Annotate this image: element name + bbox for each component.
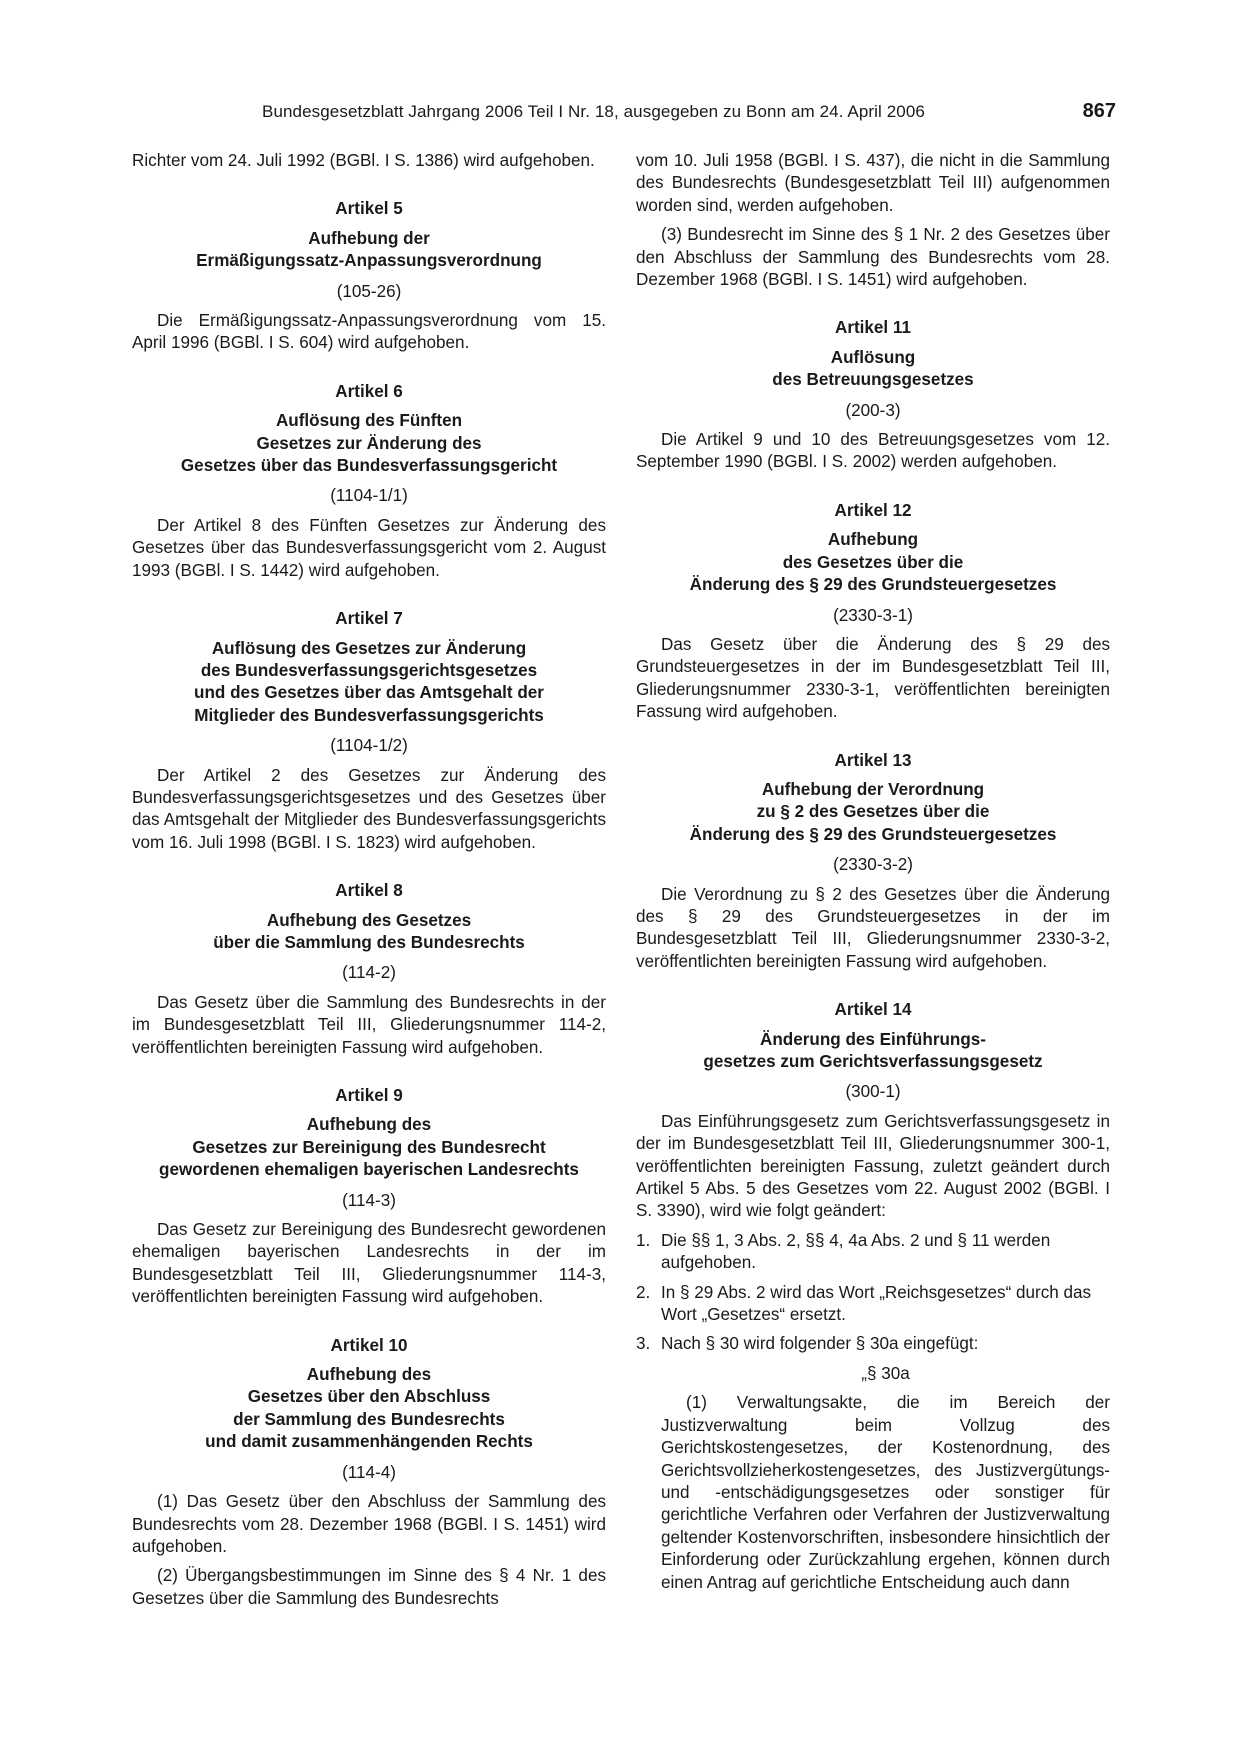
article-title — [636, 347, 1110, 392]
article-title-line: Auflösung des Fünften — [275, 411, 463, 431]
section-heading: „§ 30a — [861, 1363, 910, 1383]
article-title-line: des Bundesverfassungsgerichtsgesetzes — [200, 660, 538, 680]
article-title-line: des Gesetzes über die — [782, 552, 964, 572]
article-reference: (114-3) — [342, 1190, 396, 1210]
page-number: 867 — [1082, 100, 1116, 122]
article-7 — [132, 608, 606, 854]
article-title-line: Auflösung des Gesetzes zur Änderung — [211, 638, 527, 658]
right-column — [636, 150, 1110, 1594]
article-heading — [636, 999, 1110, 1104]
article-heading — [132, 1085, 606, 1212]
article-reference: (114-2) — [342, 963, 396, 983]
article-title-line: gesetzes zum Gerichtsverfassungsgesetz — [703, 1052, 1043, 1071]
article-title-line: über die Sammlung des Bundesrechts — [213, 932, 525, 952]
article-title-line: Aufhebung der — [308, 228, 430, 248]
article-6 — [132, 381, 606, 582]
paragraph: Der Artikel 2 des Gesetzes zur Änderung des Bundesverfassungsgerichtsgesetzes und des Gesetzes über das Amtsgehalt der Mitglieder des Bundesverfassungsgerichts vom 16. Juli 1998 (BGBl. I S. 1823) wird aufgehoben. — [132, 765, 606, 852]
numbered-list — [636, 1230, 1110, 1356]
article-title-line: Änderung des § 29 des Grundsteuergesetzes — [689, 824, 1057, 844]
paragraph: (1) Verwaltungsakte, die im Bereich der Justizverwaltung beim Vollzug des Gerichtskostengesetzes, der Kostenordnung, des Gerichtsvollzieherkostengesetzes, des Justizvergütungs- und -entschädigungsgesetzes oder sonstiger für gerichtliche Verfahren oder Verfahren der Justizverwaltung geltender Kostenvorschriften, insbesondere hinsichtlich der Einforderung oder Zurückzahlung ergehen, können durch einen Antrag auf gerichtliche Entscheidung auch dann — [661, 1393, 1110, 1592]
paragraph: Das Einführungsgesetz zum Gerichtsverfassungsgesetz in der im Bundesgesetzblatt Teil III, Gliederungsnummer 300-1, veröffentlichten bereinigten Fassung, zuletzt geändert durch Artikel 5 Abs. 5 des Gesetzes vom 22. August 2002 (BGBl. I S. 3390), wird wie folgt geändert: — [636, 1111, 1110, 1221]
article-title-line: Mitglieder des Bundesverfassungsgerichts — [194, 705, 544, 725]
list-item-number: 2. — [636, 1282, 651, 1302]
paragraph: (3) Bundesrecht im Sinne des § 1 Nr. 2 des Gesetzes über den Abschluss der Sammlung des Bundesrechts vom 28. Dezember 1968 (BGBl. I S. 1451) wird aufgehoben. — [636, 225, 1110, 290]
article-title-line: Aufhebung des — [306, 1115, 432, 1135]
article-heading — [132, 198, 606, 303]
article-14 — [636, 999, 1110, 1594]
article-title — [132, 228, 606, 273]
article-12 — [636, 500, 1110, 724]
article-title-line: Gesetzes zur Bereinigung des Bundesrecht — [192, 1137, 546, 1157]
header-title: Bundesgesetzblatt Jahrgang 2006 Teil I Nr. 18, ausgegeben zu Bonn am 24. April 2006 — [262, 102, 925, 121]
article-title-line: der Sammlung des Bundesrechts — [233, 1409, 505, 1429]
article-heading — [636, 500, 1110, 627]
article-title-line: des Betreuungsgesetzes — [772, 370, 974, 390]
article-title — [132, 410, 606, 477]
paragraph: (2) Übergangsbestimmungen im Sinne des § 4 Nr. 1 des Gesetzes über die Sammlung des Bundesrechts — [132, 1566, 606, 1608]
article-title-line: Gesetzes über den Abschluss — [247, 1387, 491, 1407]
article-title-line: Gesetzes über das Bundesverfassungsgericht — [180, 456, 558, 476]
paragraph: Die Artikel 9 und 10 des Betreuungsgesetzes vom 12. September 1990 (BGBl. I S. 2002) werden aufgehoben. — [636, 430, 1110, 472]
article-reference: (1104-1/1) — [330, 486, 408, 506]
article-5 — [132, 198, 606, 354]
article-title-line: Auflösung — [830, 347, 916, 367]
article-title — [132, 1364, 606, 1454]
paragraph: (1) Das Gesetz über den Abschluss der Sammlung des Bundesrechts vom 28. Dezember 1968 (BGBl. I S. 1451) wird aufgehoben. — [132, 1492, 606, 1556]
article-number: Artikel 12 — [834, 500, 912, 520]
article-heading — [132, 608, 606, 757]
paragraph: Der Artikel 8 des Fünften Gesetzes zur Änderung des Gesetzes über das Bundesverfassungsgericht vom 2. August 1993 (BGBl. I S. 1442) wird aufgehoben. — [132, 515, 606, 580]
article-title-line: und damit zusammenhängenden Rechts — [205, 1432, 533, 1452]
article-title — [132, 638, 606, 728]
article-number: Artikel 9 — [335, 1086, 403, 1105]
article-heading — [132, 880, 606, 985]
article-title — [636, 779, 1110, 846]
article-heading — [132, 381, 606, 508]
inserted-section — [636, 1392, 1110, 1594]
article-reference: (2330-3-1) — [833, 605, 913, 625]
left-column — [132, 150, 606, 1610]
article-title-line: und des Gesetzes über das Amtsgehalt der — [194, 683, 544, 703]
article-reference: (300-1) — [845, 1082, 901, 1102]
list-item — [636, 1230, 1110, 1275]
list-item — [636, 1282, 1110, 1327]
article-heading — [132, 1335, 606, 1484]
list-item-number: 1. — [636, 1230, 651, 1250]
article-title-line: zu § 2 des Gesetzes über die — [756, 802, 990, 822]
article-number: Artikel 8 — [335, 881, 403, 901]
article-reference: (114-4) — [342, 1462, 396, 1482]
article-title-line: gewordenen ehemaligen bayerischen Landesrechts — [159, 1160, 579, 1180]
article-title-line: Aufhebung des — [306, 1365, 432, 1385]
article-title-line: Aufhebung — [827, 530, 919, 550]
article-title — [636, 529, 1110, 596]
article-8 — [132, 880, 606, 1059]
article-13 — [636, 750, 1110, 974]
article-9 — [132, 1085, 606, 1309]
article-number: Artikel 7 — [335, 609, 403, 629]
continued-text: vom 10. Juli 1958 (BGBl. I S. 437), die nicht in die Sammlung des Bundesrechts (Bundesgesetzblatt Teil III) aufgenommen worden sind, werden aufgehoben. — [636, 151, 1110, 215]
article-11 — [636, 317, 1110, 473]
list-item-number: 3. — [636, 1334, 651, 1354]
article-number: Artikel 13 — [834, 750, 912, 770]
list-item-text: In § 29 Abs. 2 wird das Wort „Reichsgesetzes“ durch das Wort „Gesetzes“ ersetzt. — [661, 1282, 1092, 1325]
article-title-line: Änderung des § 29 des Grundsteuergesetzes — [689, 575, 1057, 595]
article-title — [636, 1029, 1110, 1074]
article-heading — [636, 317, 1110, 422]
article-reference: (200-3) — [845, 400, 901, 420]
article-title-line: Änderung des Einführungs- — [759, 1029, 986, 1049]
paragraph: Das Gesetz über die Änderung des § 29 des Grundsteuergesetzes in der im Bundesgesetzblatt Teil III, Gliederungsnummer 2330-3-1, veröffentlichten bereinigten Fassung wird aufgehoben. — [636, 634, 1110, 722]
list-item-text: Die §§ 1, 3 Abs. 2, §§ 4, 4a Abs. 2 und § 11 werden aufgehoben. — [661, 1230, 1051, 1273]
article-title-line: Aufhebung des Gesetzes — [266, 910, 472, 930]
article-heading — [636, 750, 1110, 877]
article-number: Artikel 11 — [834, 318, 912, 338]
article-number: Artikel 5 — [335, 199, 403, 219]
article-reference: (1104-1/2) — [330, 736, 408, 756]
article-title — [132, 1114, 606, 1181]
paragraph: Die Ermäßigungssatz-Anpassungsverordnung vom 15. April 1996 (BGBl. I S. 604) wird aufgehoben. — [132, 311, 606, 353]
page-header — [132, 100, 1116, 128]
article-10 — [132, 1335, 606, 1610]
article-title — [132, 910, 606, 955]
article-title-line: Aufhebung der Verordnung — [761, 779, 985, 799]
continued-text: Richter vom 24. Juli 1992 (BGBl. I S. 1386) wird aufgehoben. — [132, 151, 595, 170]
list-item — [636, 1333, 1110, 1355]
article-number: Artikel 6 — [335, 381, 403, 401]
article-reference: (105-26) — [336, 281, 402, 301]
paragraph: Das Gesetz über die Sammlung des Bundesrechts in der im Bundesgesetzblatt Teil III, Gliederungsnummer 114-2, veröffentlichten bereinigten Fassung wird aufgehoben. — [132, 992, 606, 1057]
paragraph: Das Gesetz zur Bereinigung des Bundesrecht gewordenen ehemaligen bayerischen Landesrechts in der im Bundesgesetzblatt Teil III, Gliederungsnummer 114-3, veröffentlichten bereinigten Fassung wird aufgehoben. — [132, 1220, 606, 1307]
article-number: Artikel 10 — [330, 1335, 408, 1355]
article-title-line: Gesetzes zur Änderung des — [256, 433, 482, 453]
list-item-text: Nach § 30 wird folgender § 30a eingefügt: — [661, 1334, 979, 1354]
article-number: Artikel 14 — [834, 1000, 912, 1020]
paragraph: Die Verordnung zu § 2 des Gesetzes über die Änderung des § 29 des Grundsteuergesetzes in der im Bundesgesetzblatt Teil III, Gliederungsnummer 2330-3-2, veröffentlichten bereinigten Fassung wird aufgehoben. — [636, 884, 1110, 971]
article-title-line: Ermäßigungssatz-Anpassungsverordnung — [196, 251, 542, 271]
article-reference: (2330-3-2) — [833, 855, 913, 875]
